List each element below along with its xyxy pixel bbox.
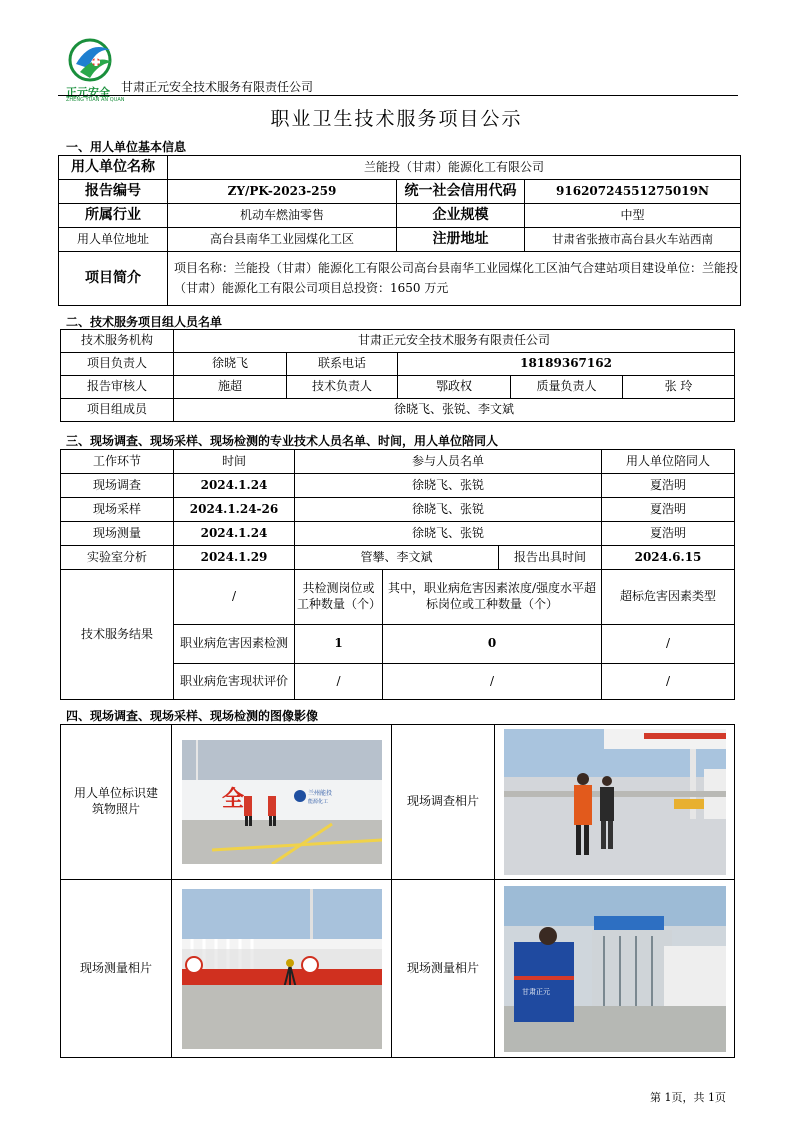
photo-table: [60, 724, 735, 1058]
credit-code-label: 统一社会信用代码: [397, 180, 525, 204]
section1-heading: 一、用人单位基本信息: [66, 140, 187, 154]
eval-count: /: [295, 664, 383, 700]
building-sign-photo: [182, 740, 382, 864]
site-measure-photo-1: [182, 889, 382, 1049]
detect-type: /: [602, 625, 735, 664]
escort-cell: 夏浩明: [602, 522, 735, 546]
team-table: [60, 329, 735, 422]
basic-info-table: [58, 155, 741, 306]
eval-label: 职业病危害现状评价: [174, 664, 295, 700]
address-label: 用人单位地址: [59, 228, 168, 252]
page-title: 职业卫生技术服务项目公示: [270, 108, 523, 130]
report-time-value: 2024.6.15: [602, 546, 735, 570]
quality-lead-label: 质量负责人: [511, 376, 623, 399]
col-escort: 用人单位陪同人: [602, 450, 735, 474]
reviewer-label: 报告审核人: [61, 376, 174, 399]
header-type: 超标危害因素类型: [602, 570, 735, 625]
eval-type: /: [602, 664, 735, 700]
credit-code-value: 91620724551275019N: [525, 180, 741, 204]
time-cell: 2024.1.24-26: [174, 498, 295, 522]
section3-heading: 三、现场调查、现场采样、现场检测的专业技术人员名单、时间，用人单位陪同人: [66, 434, 499, 448]
page-number: 第 1页，共 1页: [650, 1091, 726, 1104]
people-cell: 徐晓飞、张锐: [295, 474, 602, 498]
address-value: 高台县南华工业园煤化工区: [168, 228, 397, 252]
table-row: [61, 498, 735, 522]
report-time-label: 报告出具时间: [499, 546, 602, 570]
eval-exceed: /: [383, 664, 602, 700]
logo-subtext: ZHENG YUAN AN QUAN: [66, 97, 125, 103]
lab-time: 2024.1.29: [174, 546, 295, 570]
site-measure-photo-2: [504, 886, 726, 1052]
scale-label: 企业规模: [397, 204, 525, 228]
lab-people: 管攀、李文斌: [295, 546, 499, 570]
phone-value: 18189367162: [398, 353, 735, 376]
escort-cell: 夏浩明: [602, 474, 735, 498]
table-row: [61, 522, 735, 546]
table-row: [61, 474, 735, 498]
site-survey-photo: [504, 729, 726, 875]
vest-text: 甘肃正元: [521, 987, 550, 996]
tech-lead-value: 鄂政权: [398, 376, 511, 399]
photo2-label: 现场调查相片: [392, 725, 495, 880]
company-name: 甘肃正元安全技术服务有限责任公司: [121, 80, 314, 94]
sign-brand: 兰州能投: [307, 790, 332, 797]
header-divider: [58, 95, 738, 96]
detect-exceed: 0: [383, 625, 602, 664]
col-time: 时间: [174, 450, 295, 474]
quality-lead-value: 张 玲: [623, 376, 735, 399]
intro-value: 项目名称：兰能投（甘肃）能源化工有限公司高台县南华工业园煤化工区油气合建站项目建设单位：兰能投（甘肃）能源化工有限公司项目总投资：1650 万元: [168, 252, 741, 306]
header-count: 共检测岗位或工种数量（个）: [295, 570, 383, 625]
time-cell: 2024.1.24: [174, 474, 295, 498]
reg-address-label: 注册地址: [397, 228, 525, 252]
photo1-label: 用人单位标识建筑物照片: [61, 725, 172, 880]
industry-label: 所属行业: [59, 204, 168, 228]
leader-value: 徐晓飞: [174, 353, 287, 376]
sign-character: 全: [221, 787, 244, 812]
time-cell: 2024.1.24: [174, 522, 295, 546]
unit-label: 用人单位名称: [59, 156, 168, 180]
unit-value: 兰能投（甘肃）能源化工有限公司: [168, 156, 741, 180]
logo-text: 正元安全: [66, 86, 110, 99]
org-value: 甘肃正元安全技术服务有限责任公司: [174, 330, 735, 353]
industry-value: 机动车燃油零售: [168, 204, 397, 228]
photo4-label: 现场测量相片: [392, 880, 495, 1058]
reg-address-value: 甘肃省张掖市高台县火车站西南: [525, 228, 741, 252]
detect-count: 1: [295, 625, 383, 664]
members-label: 项目组成员: [61, 399, 174, 422]
report-no-label: 报告编号: [59, 180, 168, 204]
people-cell: 徐晓飞、张锐: [295, 498, 602, 522]
members-value: 徐晓飞、张锐、李文斌: [174, 399, 735, 422]
tech-lead-label: 技术负责人: [287, 376, 398, 399]
header-exceed: 其中，职业病危害因素浓度/强度水平超标岗位或工种数量（个）: [383, 570, 602, 625]
reviewer-value: 施超: [174, 376, 287, 399]
result-label: 技术服务结果: [61, 570, 174, 700]
phone-label: 联系电话: [287, 353, 398, 376]
result-slash: /: [174, 570, 295, 625]
lab-stage: 实验室分析: [61, 546, 174, 570]
col-people: 参与人员名单: [295, 450, 602, 474]
sign-brand2: 能源化工: [307, 799, 328, 805]
photo3-label: 现场测量相片: [61, 880, 172, 1058]
escort-cell: 夏浩明: [602, 498, 735, 522]
schedule-table: [60, 449, 735, 700]
stage-cell: 现场采样: [61, 498, 174, 522]
people-cell: 徐晓飞、张锐: [295, 522, 602, 546]
org-label: 技术服务机构: [61, 330, 174, 353]
stage-cell: 现场调查: [61, 474, 174, 498]
section4-heading: 四、现场调查、现场采样、现场检测的图像影像: [66, 709, 319, 723]
detect-label: 职业病危害因素检测: [174, 625, 295, 664]
col-stage: 工作环节: [61, 450, 174, 474]
section2-heading: 二、技术服务项目组人员名单: [66, 315, 223, 329]
stage-cell: 现场测量: [61, 522, 174, 546]
report-no-value: ZY/PK-2023-259: [168, 180, 397, 204]
intro-label: 项目简介: [59, 252, 168, 306]
scale-value: 中型: [525, 204, 741, 228]
leader-label: 项目负责人: [61, 353, 174, 376]
